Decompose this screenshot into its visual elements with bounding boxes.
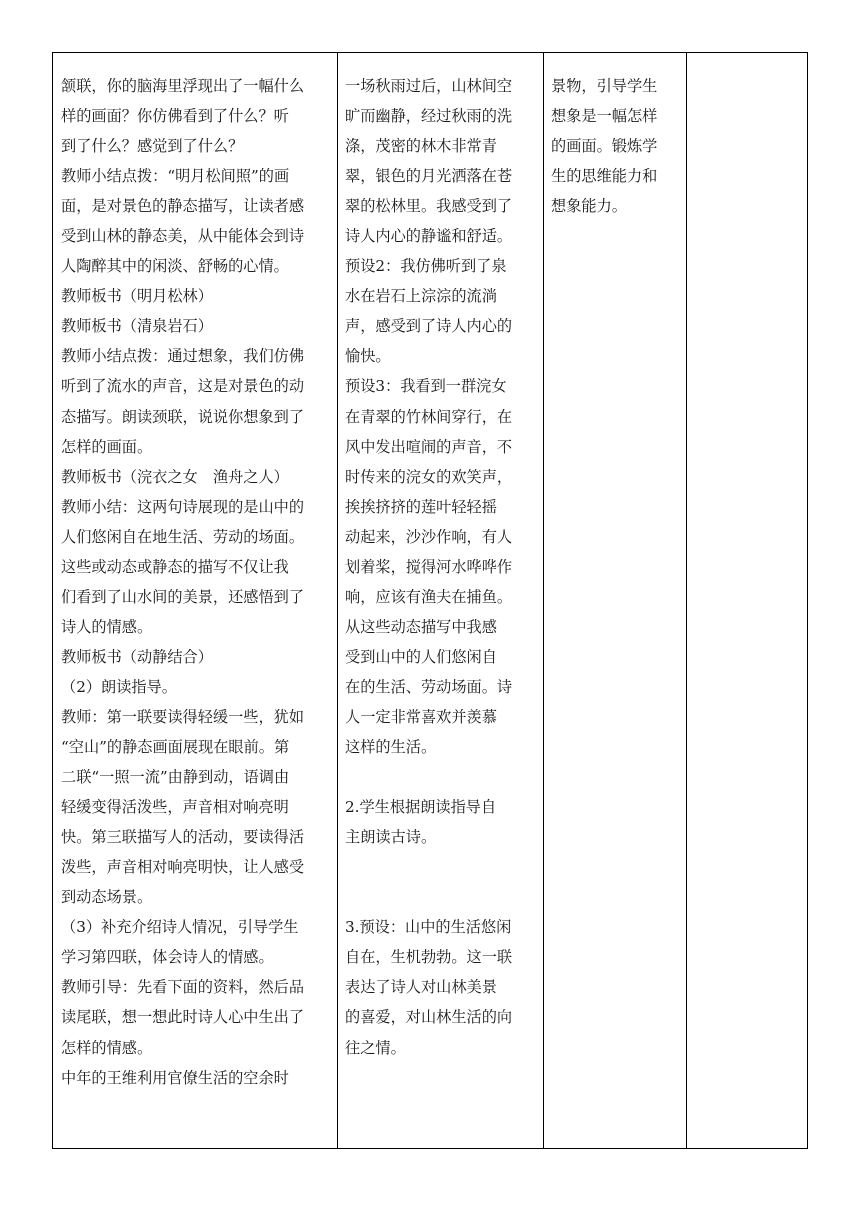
text-line: 怎样的画面。 <box>61 437 153 456</box>
text-line: 动起来，沙沙作响，有人 <box>345 527 513 546</box>
text-line: 声，感受到了诗人内心的 <box>345 317 513 336</box>
text-line: 景物，引导学生 <box>551 77 658 95</box>
text-line <box>345 762 537 792</box>
text-line: 这些或动态或静态的描写不仅让我 <box>61 557 289 576</box>
text-line: 表达了诗人对山林美景 <box>345 978 497 997</box>
text-line: “空山”的静态画面展现在眼前。第 <box>61 738 290 757</box>
text-line: 学习第四联，体会诗人的情感。 <box>61 948 274 967</box>
column-divider <box>337 53 338 1148</box>
text-line: 愉快。 <box>345 347 391 366</box>
text-line: 颔联，你的脑海里浮现出了一幅什么 <box>61 77 304 95</box>
text-line: （2）朗读指导。 <box>61 677 177 696</box>
text-line: 翠，银色的月光洒落在苍 <box>345 167 513 186</box>
text-line: 的画面。锻炼学 <box>551 137 658 156</box>
text-line: 们看到了山水间的美景，还感悟到了 <box>61 587 304 606</box>
text-line: 一场秋雨过后，山林间空 <box>345 77 513 95</box>
design-intent-column <box>551 53 681 1148</box>
text-line: 教师引导：先看下面的资料，然后品 <box>61 978 304 997</box>
text-line: 的喜爱，对山林生活的向 <box>345 1008 513 1027</box>
text-line: 涤，茂密的林木非常青 <box>345 137 497 156</box>
text-line: 快。第三联描写人的活动，要读得活 <box>61 828 304 847</box>
text-line: 预设2：我仿佛听到了泉 <box>345 257 507 276</box>
text-line: 到了什么？感觉到了什么？ <box>61 137 244 156</box>
text-line: 自在，生机勃勃。这一联 <box>345 948 513 967</box>
text-line: 挨挨挤挤的莲叶轻轻摇 <box>345 497 497 516</box>
text-line: 到动态场景。 <box>61 888 153 907</box>
text-line: 教师板书（清泉岩石） <box>61 317 213 336</box>
text-line: 样的画面？你仿佛看到了什么？听 <box>61 107 289 126</box>
text-line: 教师小结点拨：“明月松间照”的画 <box>61 167 290 186</box>
text-line: 教师小结：这两句诗展现的是山中的 <box>61 497 304 516</box>
text-line: 在青翠的竹林间穿行，在 <box>345 407 513 426</box>
text-line: 二联“一照一流”由静到动，语调由 <box>61 768 290 787</box>
text-line: 2.学生根据朗读指导自 <box>345 798 497 817</box>
text-line: 水在岩石上淙淙的流淌 <box>345 287 497 306</box>
text-line: 态描写。朗读颈联，说说你想象到了 <box>61 407 304 426</box>
text-line: 主朗读古诗。 <box>345 828 437 847</box>
text-line: 轻缓变得活泼些，声音相对响亮明 <box>61 798 289 817</box>
text-line: 人一定非常喜欢并羡慕 <box>345 707 497 726</box>
text-line: 3.预设：山中的生活悠闲 <box>345 918 512 937</box>
text-line: 人们悠闲自在地生活、劳动的场面。 <box>61 527 304 546</box>
text-line: 在的生活、劳动场面。诗 <box>345 677 513 696</box>
text-line: 教师板书（浣衣之女 渔舟之人） <box>61 467 289 486</box>
text-line: 中年的王维利用官僚生活的空余时 <box>61 1068 289 1087</box>
text-line: 这样的生活。 <box>345 738 437 757</box>
text-line: 泼些，声音相对响亮明快，让人感受 <box>61 858 304 877</box>
text-line: 诗人内心的静谧和舒适。 <box>345 227 513 246</box>
text-line: 从这些动态描写中我感 <box>345 617 497 636</box>
text-line: 听到了流水的声音，这是对景色的动 <box>61 377 304 396</box>
text-line: 受到山林的静态美，从中能体会到诗 <box>61 227 304 246</box>
lesson-table <box>52 52 808 1149</box>
teacher-activity-column <box>61 53 331 1148</box>
column-divider <box>543 53 544 1148</box>
text-line: 受到山中的人们悠闲自 <box>345 647 497 666</box>
text-line <box>345 882 537 912</box>
text-line: 诗人的情感。 <box>61 617 153 636</box>
notes-column <box>694 53 802 1148</box>
text-line: 风中发出喧闹的声音，不 <box>345 437 513 456</box>
text-line: 时传来的浣女的欢笑声， <box>345 467 513 486</box>
column-divider <box>686 53 687 1148</box>
text-line: 教师小结点拨：通过想象，我们仿佛 <box>61 347 304 366</box>
text-line: 教师板书（动静结合） <box>61 647 213 666</box>
text-line <box>345 852 537 882</box>
text-line: 生的思维能力和 <box>551 167 658 186</box>
text-line: 翠的松林里。我感受到了 <box>345 197 513 216</box>
text-line: 想象能力。 <box>551 197 627 216</box>
text-line: 划着桨，搅得河水哗哗作 <box>345 557 513 576</box>
text-line: 读尾联，想一想此时诗人心中生出了 <box>61 1008 304 1027</box>
text-line: 预设3：我看到一群浣女 <box>345 377 507 396</box>
text-line: 旷而幽静，经过秋雨的洗 <box>345 107 513 126</box>
text-line: 面，是对景色的静态描写，让读者感 <box>61 197 304 216</box>
student-activity-column <box>345 53 537 1148</box>
text-line: 想象是一幅怎样 <box>551 107 658 126</box>
text-line: 响，应该有渔夫在捕鱼。 <box>345 587 513 606</box>
text-line: 教师：第一联要读得轻缓一些，犹如 <box>61 707 304 726</box>
text-line: 人陶醉其中的闲淡、舒畅的心情。 <box>61 257 289 276</box>
text-line: （3）补充介绍诗人情况，引导学生 <box>61 918 299 937</box>
text-line: 教师板书（明月松林） <box>61 287 213 306</box>
text-line: 怎样的情感。 <box>61 1038 153 1057</box>
text-line: 往之情。 <box>345 1038 406 1057</box>
